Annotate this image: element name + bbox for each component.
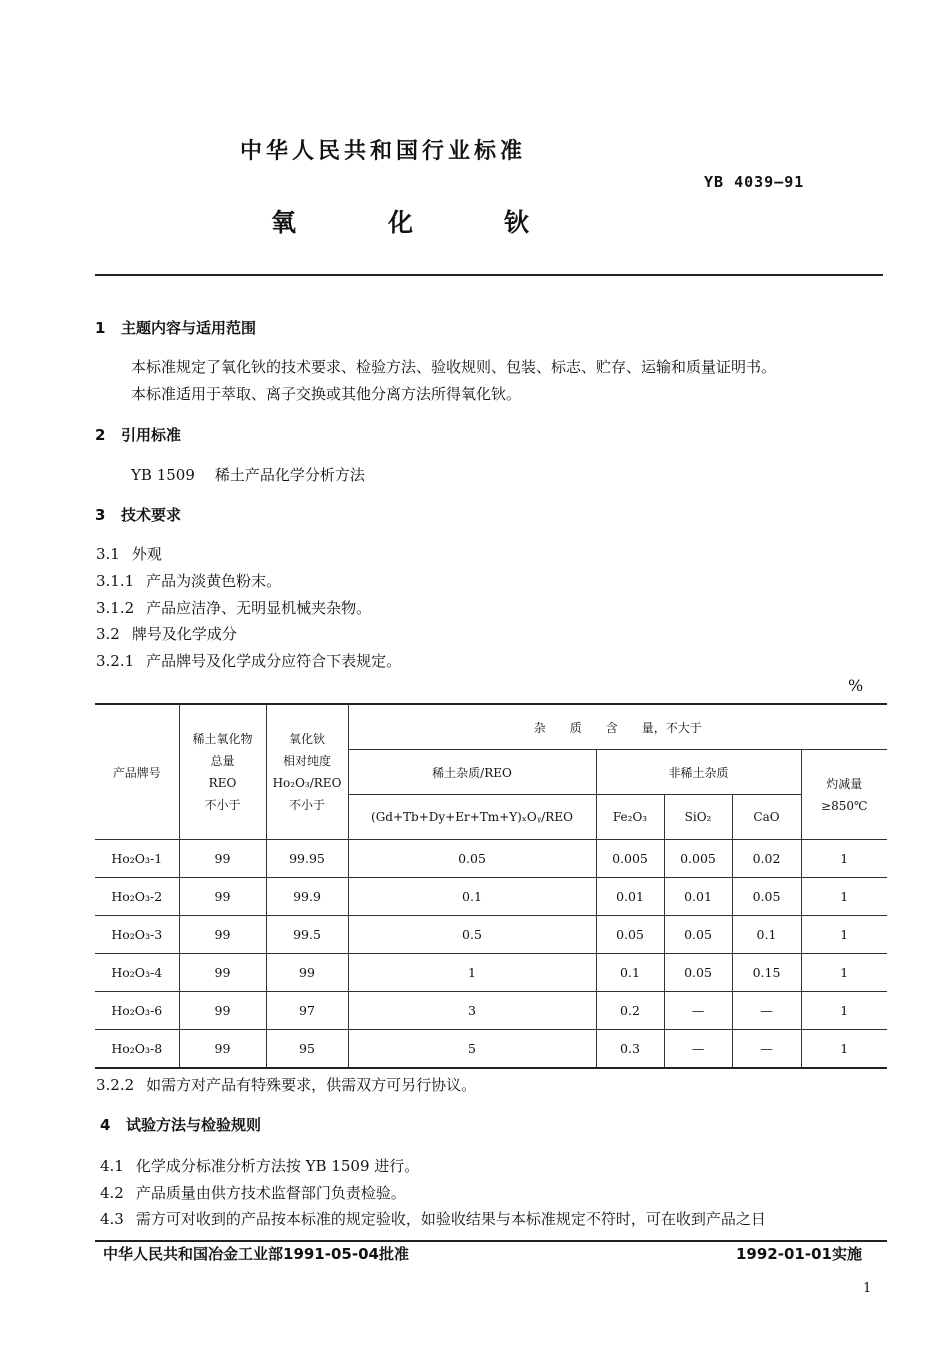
clause-3-2-1: 3.2.1 产品牌号及化学成分应符合下表规定。 xyxy=(96,652,402,670)
header-non-re-impurity: 非稀土杂质 xyxy=(596,750,801,795)
section-1-heading xyxy=(95,317,256,338)
table-row: Ho₂O₃-8 99 95 5 0.3 — — 1 xyxy=(95,1030,887,1069)
header-re-impurity-formula: (Gd+Tb+Dy+Er+Tm+Y)ₓOᵧ/REO xyxy=(348,795,596,840)
section-number: 3 xyxy=(95,506,106,524)
table-row: Ho₂O₃-2 99 99.9 0.1 0.01 0.01 0.05 1 xyxy=(95,878,887,916)
table-row: Ho₂O₃-4 99 99 1 0.1 0.05 0.15 1 xyxy=(95,954,887,992)
header-loi: 灼减量 ≥850℃ xyxy=(801,750,887,840)
section-title: 技术要求 xyxy=(121,506,182,524)
section-3-heading xyxy=(95,504,181,525)
clause-3-2: 3.2 牌号及化学成分 xyxy=(96,625,237,643)
clause-3-1-2: 3.1.2 产品应洁净、无明显机械夹杂物。 xyxy=(96,599,372,617)
header-cao: CaO xyxy=(732,795,801,840)
doc-title-char-3: 钬 xyxy=(504,208,530,237)
table-row: Ho₂O₃-6 99 97 3 0.2 — — 1 xyxy=(95,992,887,1030)
footer-divider xyxy=(95,1240,887,1242)
header-reo-total: 稀土氧化物 总量 REO 不小于 xyxy=(179,704,266,840)
reference-code: YB 1509 xyxy=(131,466,195,484)
clause-4-2: 4.2 产品质量由供方技术监督部门负责检验。 xyxy=(100,1184,406,1202)
header-sio2: SiO₂ xyxy=(664,795,732,840)
standard-type-heading: 中华人民共和国行业标准 xyxy=(240,139,527,164)
clause-4-3: 4.3 需方可对收到的产品按本标准的规定验收，如验收结果与本标准规定不符时，可在收到产品之日 xyxy=(100,1210,766,1228)
header-divider xyxy=(95,274,883,276)
composition-table xyxy=(95,703,887,1069)
section-title: 试验方法与检验规则 xyxy=(126,1116,262,1134)
page-number: 1 xyxy=(863,1281,872,1296)
reference-standard xyxy=(131,464,365,485)
header-purity: 氧化钬 相对纯度 Ho₂O₃/REO 不小于 xyxy=(266,704,348,840)
section-number: 1 xyxy=(95,319,106,337)
approval-line: 中华人民共和国冶金工业部1991-05-04批准 xyxy=(103,1245,409,1263)
header-fe2o3: Fe₂O₃ xyxy=(596,795,664,840)
section-2-heading xyxy=(95,424,181,445)
section-number: 4 xyxy=(100,1116,111,1134)
table-unit: % xyxy=(848,676,864,695)
reference-title: 稀土产品化学分析方法 xyxy=(214,466,365,484)
section-number: 2 xyxy=(95,426,106,444)
header-grade: 产品牌号 xyxy=(95,704,179,840)
standard-code: YB 4039—91 xyxy=(704,173,805,191)
clause-3-2-2: 3.2.2 如需方对产品有特殊要求，供需双方可另行协议。 xyxy=(96,1076,477,1094)
section-1-paragraph-2: 本标准适用于萃取、离子交换或其他分离方法所得氧化钬。 xyxy=(131,385,522,403)
header-re-impurity: 稀土杂质/REO xyxy=(348,750,596,795)
clause-3-1: 3.1 外观 xyxy=(96,545,162,563)
section-1-paragraph-1: 本标准规定了氧化钬的技术要求、检验方法、验收规则、包装、标志、贮存、运输和质量证明书。 xyxy=(131,358,777,376)
doc-title-char-1: 氧 xyxy=(271,208,297,237)
section-title: 主题内容与适用范围 xyxy=(121,319,257,337)
section-title: 引用标准 xyxy=(121,426,182,444)
section-4-heading xyxy=(100,1114,261,1135)
doc-title-char-2: 化 xyxy=(388,208,414,237)
table-row: Ho₂O₃-1 99 99.95 0.05 0.005 0.005 0.02 1 xyxy=(95,840,887,878)
clause-4-1: 4.1 化学成分标准分析方法按 YB 1509 进行。 xyxy=(100,1157,420,1175)
header-impurity-group: 杂 质 含 量，不大于 xyxy=(348,704,887,750)
clause-3-1-1: 3.1.1 产品为淡黄色粉末。 xyxy=(96,572,282,590)
implementation-date: 1992-01-01实施 xyxy=(736,1245,862,1263)
table-row: Ho₂O₃-3 99 99.5 0.5 0.05 0.05 0.1 1 xyxy=(95,916,887,954)
